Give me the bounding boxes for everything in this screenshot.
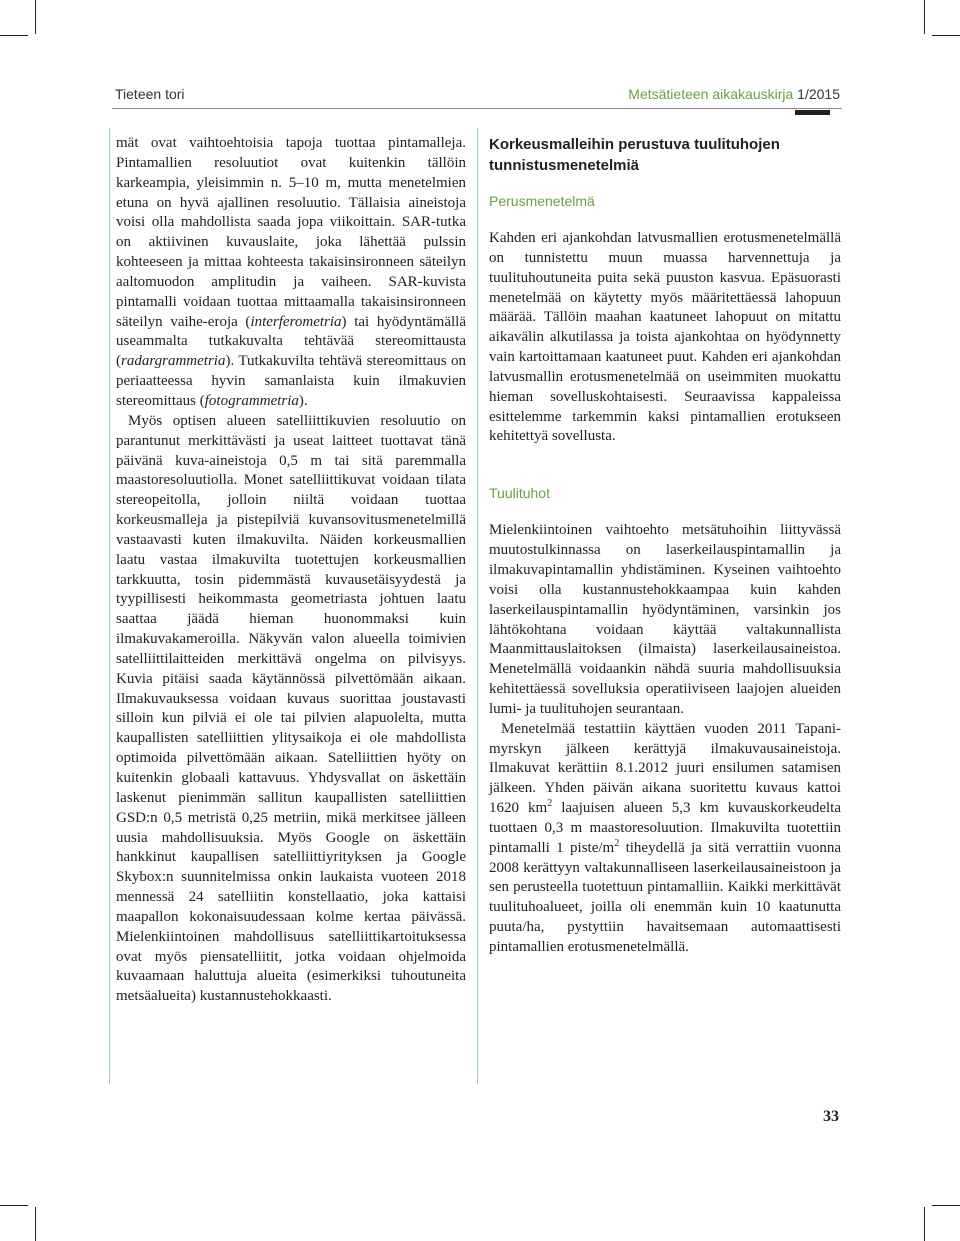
term-interferometria: interferometria — [250, 313, 342, 330]
term-fotogrammetria: fotogrammetria — [204, 392, 299, 409]
crop-mark-bottom-left-v — [35, 1207, 36, 1241]
subheading-perusmenetelma: Perusmenetelmä — [489, 193, 595, 209]
right-paragraph-2: Mielenkiintoinen vaihtoehto metsätuhoihin liittyvässä muutostulkinnassa on laserkeilauspintamallin ja ilmakuvapintamallin yhdistäminen. Kyseinen vaihtoehto voisi olla kustannustehokkaampaa kuin kahden laserkeilauspintamallin hyödyntäminen, varsinkin jos lähtökohtana voidaan käyttää valtakunnallista Maanmittauslaitoksen (ilmaista) laserkeilausaineistoa. Menetelmällä voidaankin nähdä suuria mahdollisuuksia kehitettäessä sovelluksia operatiiviseen laajojen alueiden lumi- ja tuulituhojen seurantaan. — [489, 522, 841, 717]
crop-mark-top-left-h — [0, 35, 28, 36]
right-paragraph-1: Kahden eri ajankohdan latvusmallien erotusmenetelmällä on tunnistettu muun muassa harvennettuja ja tuulituhoutuneita puita sekä puuston kasvua. Epäsuorasti menetelmää on käytetty myös määritettäessä lahopuun määrää. Tällöin maahan kaatuneet lahopuut on mitattu aikavälin alkutilassa ja toista ajankohtaa on hyödynnetty vain kartoittamaan kaatuneet puut. Kahden eri ajankohdan latvusmallin erotusmenetelmää on useimmiten muokattu hieman sovelluskohtaisesti. Seuraavissa kappaleissa esittelemme tarkemmin kaksi pintamallien erotukseen kehitettyä sovellusta. — [489, 230, 841, 445]
term-radargrammetria: radargrammetria — [121, 353, 226, 370]
center-column-rule — [477, 128, 478, 1084]
crop-mark-top-left-v — [35, 0, 36, 34]
page-number: 33 — [823, 1108, 839, 1125]
left-column — [116, 134, 466, 1007]
left-paragraph-2: Myös optisen alueen satelliittikuvien resoluutio on parantunut merkittävästi ja useat laitteet tuottavat tänä päivänä kuva-aineistoja 0,5 m tai sitä paremmalla maastoresoluutiolla. Monet satelliittikuvat voidaan tilata stereopeitolla, jolloin niiltä voidaan tuottaa korkeusmalleja ja pistepilviä kuvansovitusmenetelmillä vastaavasti kuten ilmakuvilta. Näiden korkeusmallien laatu vastaa ilmakuvilta tuotettujen korkeusmallien tarkkuutta, tosin pidemmästä kuvausetäisyydestä ja tyypillisesti heikommasta geometriasta johtuen laatu saattaa jäädä hieman huonommaksi kuin ilmakuvakameroilla. Näkyvän valon alueella toimivien satelliittilaitteiden merkittävä ongelma on pilvisyys. Kuvia pitäisi saada käytännössä pilvettömään aikaan. Ilmakuvauksessa voidaan kuvaus suorittaa joustavasti silloin kun pilviä ei ole tai pilvien alapuolelta, mutta kaupallisten satelliittien ylitysaikoja ei ole mahdollista optimoida pilvettömään aikaan. Satelliittien hyöty on kuitenkin globaali kattavuus. Yhdysvallat on äskettäin laskenut pienimmän sallitun kaupallisten satelliittien GSD:n 0,5 metristä 0,25 metriin, mikä merkitsee jälleen uusia mahdollisuuksia. Myös Google on äskettäin hankkinut kaupallisen satelliittiyrityksen ja Google Skybox:n suunnitelmissa onkin laukaista vuoteen 2018 mennessä 24 satelliitin konstellaatio, joka kattaisi maapallon kokonaisuudessaan kolme kertaa päivässä. Mielenkiintoinen mahdollisuus satelliittikartoituksessa ovat myös piensatelliitit, jotka voidaan ohjelmoida kuvaamaan haluttuja alueita (esimerkiksi tuhoutuneita metsäalueita) kustannustehokkaasti. — [116, 412, 466, 1005]
header-mark — [795, 110, 830, 115]
crop-mark-top-right-v — [924, 0, 925, 34]
section-title: Korkeusmalleihin perustuva tuulituhojen tunnistusmenetelmiä — [489, 136, 780, 174]
running-header-section: Tieteen tori — [115, 86, 185, 102]
right-paragraph-3: Menetelmää testattiin käyttäen vuoden 2011 Tapani-myrskyn jälkeen kerättyjä ilmakuvausaineistoja. Ilmakuvat kerättiin 8.1.2012 juuri ensilumen satamisen jälkeen. Yhden päivän aikana suoritettu kuvaus kattoi 1620 $km^2$ laajuisen alueen 5,3 km kuvauskorkeudelta tuottaen 0,3 m maastoresoluution. Ilmakuvilta tuotettiin pintamalli 1 piste/$m^2$ tiheydellä ja sitä verrattiin vuonna 2008 kerättyyn valtakunnalliseen laserkeilausaineistoon ja sen perusteella tuotettuun pintamalliin. Kaikki merkittävät tuulituhoalueet, joilla oli enemmän kuin 10 kaatunutta puuta/ha, pystyttiin havaitsemaan automaattisesti pintamallien erotusmenetelmällä. — [489, 720, 842, 955]
subheading-tuulituhot: Tuulituhot — [489, 485, 550, 502]
crop-mark-bottom-left-h — [0, 1205, 28, 1206]
crop-mark-bottom-right-h — [932, 1205, 960, 1206]
left-paragraph-1: mät ovat vaihtoehtoisia tapoja tuottaa pintamalleja. Pintamallien resoluutiot ovat kuitenkin tällöin karkeampia, yleisimmin n. 5–10 m, mutta menetelmien etuna on hyvä ajallinen resoluutio. Tällaisia aineistoja voisi olla mahdollista saada jopa viikoittain. SAR-tutka on aktiivinen kuvauslaite, joka lähettää pulssin kohteeseen ja mittaa kohteesta takaisinsironneen säteilyn aaltomuodon amplitudin ja vaiheen. SAR-kuvista pintamalli voidaan tuottaa mittaamalla takaisinsironneen säteilyn vaihe-eroja (interferometria) tai hyödyntämällä useammalta tutkakuvalta tehtävää stereomittausta (radargrammetria). Tutkakuvilta tehtävä stereomittaus on periaatteessa hyvin samanlaista kuin ilmakuvien stereomittaus (fotogrammetria). — [116, 135, 466, 409]
crop-mark-top-right-h — [932, 35, 960, 36]
left-column-rule — [109, 128, 110, 1084]
header-rule — [112, 108, 842, 109]
running-header-journal — [628, 86, 840, 102]
right-column — [489, 134, 841, 958]
journal-title: Metsätieteen aikakauskirja — [628, 86, 794, 102]
crop-mark-bottom-right-v — [924, 1207, 925, 1241]
journal-issue: 1/2015 — [797, 86, 840, 102]
